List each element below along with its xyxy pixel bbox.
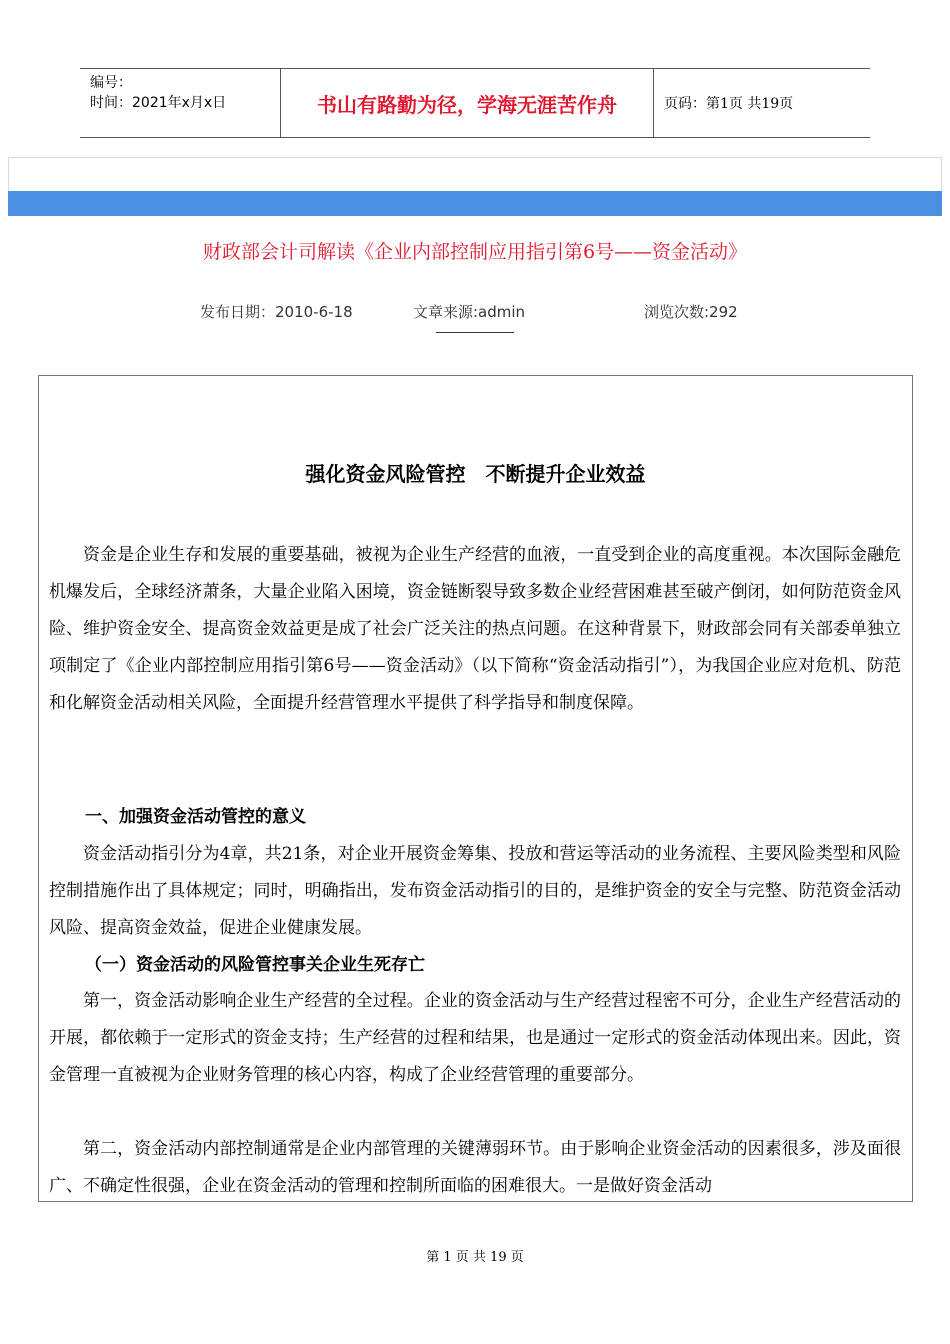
website-top-band (8, 157, 942, 191)
subsection-heading: （一）资金活动的风险管控事关企业生死存亡 (85, 955, 425, 975)
header-motto: 书山有路勤为径，学海无涯苦作舟 (281, 69, 654, 137)
header-table (80, 68, 870, 138)
section-paragraph: 资金活动指引分为4章，共21条，对企业开展资金筹集、投放和营运等活动的业务流程、主要风险类型和风险控制措施作出了具体规定；同时，明确指出，发布资金活动指引的目的，是维护资金的安全与完整、防范资金活动风险、提高资金效益，促进企业健康发展。 (49, 844, 901, 938)
intro-paragraph: 资金是企业生存和发展的重要基础，被视为企业生产经营的血液，一直受到企业的高度重视。本次国际金融危机爆发后，全球经济萧条，大量企业陷入困境，资金链断裂导致多数企业经营困难甚至破产倒闭，如何防范资金风险、维护资金安全、提高资金效益更是成了社会广泛关注的热点问题。在这种背景下，财政部会同有关部委单独立项制定了《企业内部控制应用指引第6号——资金活动》（以下简称“资金活动指引”），为我国企业应对危机、防范和化解资金活动相关风险，全面提升经营管理水平提供了科学指导和制度保障。 (49, 545, 901, 713)
page-footer: 第 1 页 共 19 页 (426, 1250, 524, 1265)
subsection-paragraph-1: 第一，资金活动影响企业生产经营的全过程。企业的资金活动与生产经营过程密不可分，企业生产经营活动的开展，都依赖于一定形式的资金支持；生产经营的过程和结果，也是通过一定形式的资金活动体现出来。因此，资金管理一直被视为企业财务管理的核心内容，构成了企业经营管理的重要部分。 (49, 991, 901, 1085)
article-title: 财政部会计司解读《企业内部控制应用指引第6号——资金活动》 (202, 241, 748, 263)
article-content-box (38, 375, 913, 1202)
publish-date: 发布日期：2010-6-18 (200, 303, 353, 321)
section-heading: 一、加强资金活动管控的意义 (85, 807, 306, 827)
article-source: 文章来源:admin (413, 303, 526, 321)
document-time-label: 时间：2021年x月x日 (90, 95, 227, 111)
view-count: 浏览次数:292 (644, 303, 738, 321)
subsection-paragraph-2: 第二，资金活动内部控制通常是企业内部管理的关键薄弱环节。由于影响企业资金活动的因素很多，涉及面很广、不确定性很强，企业在资金活动的管理和控制所面临的困难很大。一是做好资金活动 (49, 1139, 901, 1196)
header-page-info: 页码：第1页 共19页 (664, 96, 794, 112)
content-title: 强化资金风险管控 不断提升企业效益 (305, 462, 646, 486)
meta-divider (436, 332, 514, 333)
website-nav-bar (8, 191, 942, 216)
document-number-label: 编号： (90, 75, 132, 91)
header-left-cell (80, 69, 281, 137)
